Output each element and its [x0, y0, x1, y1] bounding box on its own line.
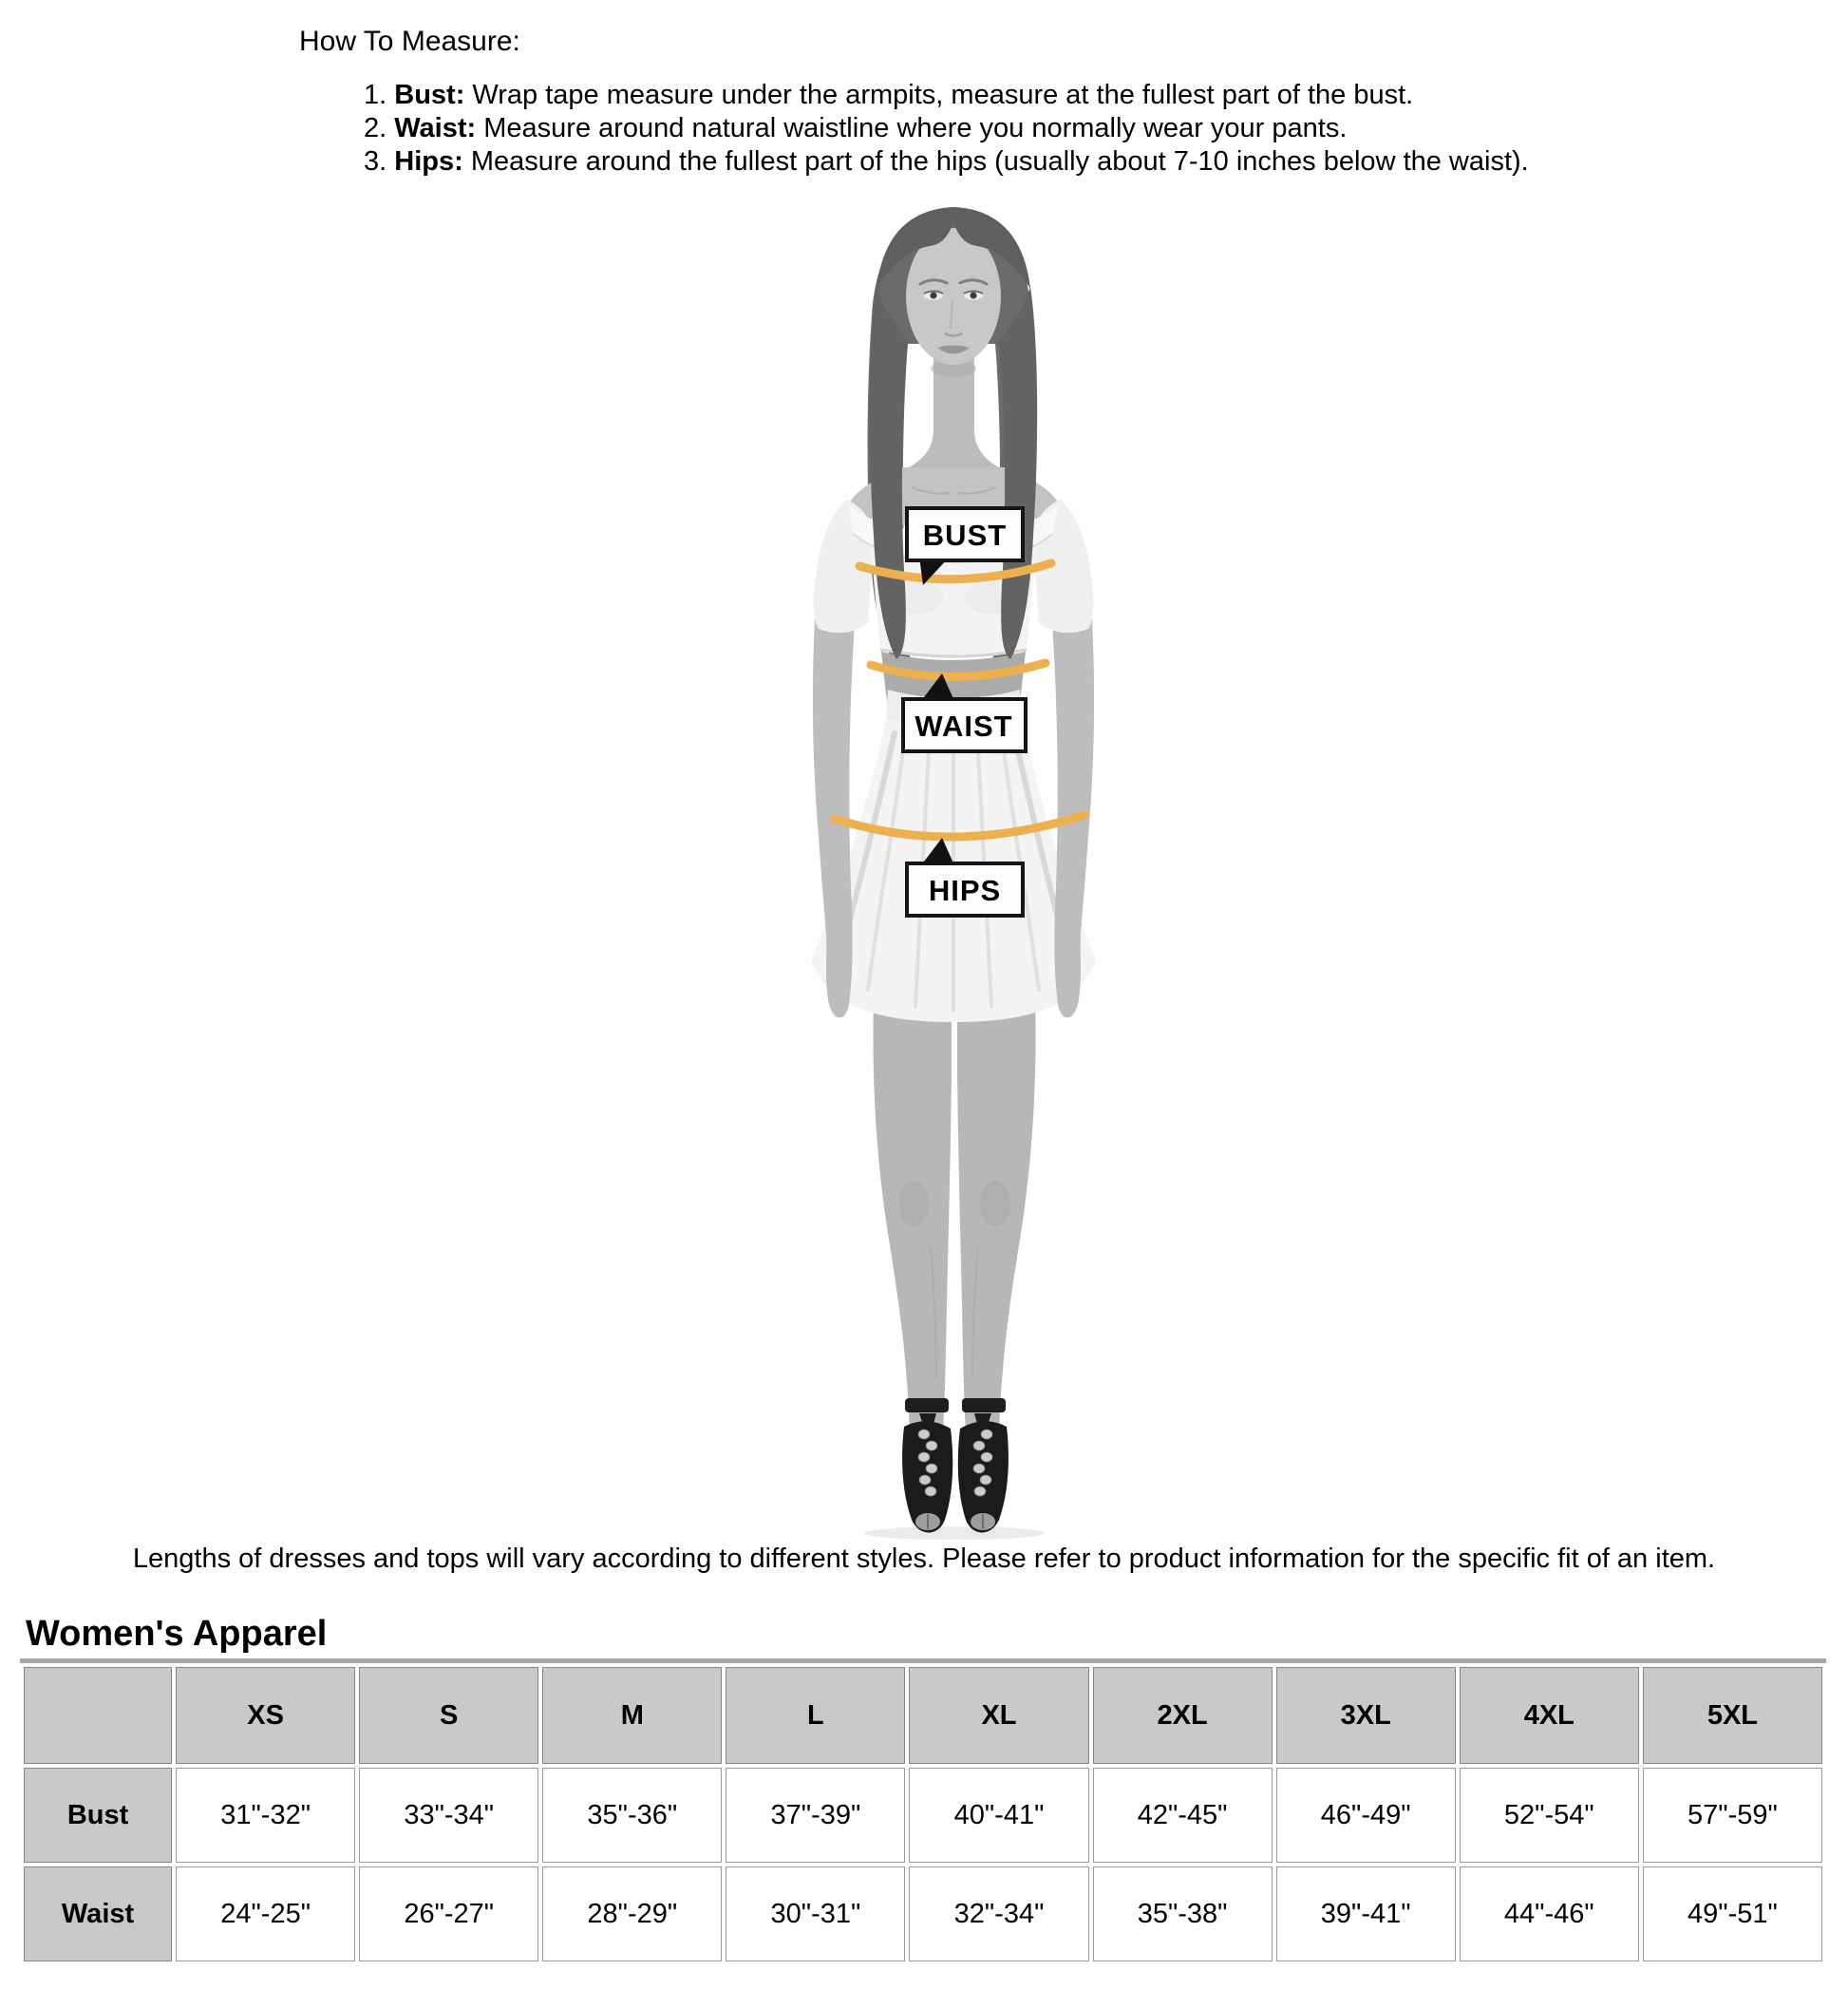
measure-steps-list: [364, 79, 1848, 179]
model-right-leg: [957, 999, 1035, 1431]
waist-label-text: WAIST: [915, 710, 1013, 743]
model-face: [906, 228, 1001, 365]
waist-value-4xl: 44"-46": [1460, 1866, 1639, 1961]
step-label: Waist:: [394, 113, 477, 143]
bust-label-text: BUST: [922, 519, 1008, 552]
size-col-xl: XL: [909, 1667, 1088, 1764]
waist-row-label: Waist: [24, 1866, 172, 1961]
size-table: [20, 1658, 1826, 1965]
size-table-row-waist: [24, 1866, 1822, 1961]
model-left-leg: [874, 999, 952, 1431]
bust-value-5xl: 57"-59": [1643, 1768, 1822, 1863]
bust-value-s: 33"-34": [359, 1768, 538, 1863]
floor-shadow: [864, 1526, 1045, 1540]
eye: [964, 291, 983, 300]
bust-value-4xl: 52"-54": [1460, 1768, 1639, 1863]
womens-apparel-heading: Women's Apparel: [26, 1614, 328, 1654]
size-col-5xl: 5XL: [1643, 1667, 1822, 1764]
bust-row-label: Bust: [24, 1768, 172, 1863]
step-text: Wrap tape measure under the armpits, measure at the fullest part of the bust.: [472, 80, 1414, 110]
measure-step-waist: [364, 112, 1848, 145]
step-number: 1.: [364, 80, 387, 110]
step-text: Measure around natural waistline where you normally wear your pants.: [483, 113, 1348, 143]
step-number: 2.: [364, 113, 387, 143]
eye: [924, 291, 943, 300]
size-col-3xl: 3XL: [1276, 1667, 1456, 1764]
size-col-m: M: [542, 1667, 722, 1764]
hips-label-text: HIPS: [928, 874, 1002, 907]
size-col-l: L: [726, 1667, 905, 1764]
step-text: Measure around the fullest part of the hips (usually about 7-10 inches below the waist).: [470, 146, 1529, 177]
how-to-measure-heading: How To Measure:: [299, 26, 520, 57]
size-table-header-row: [24, 1667, 1822, 1764]
bust-value-xl: 40"-41": [909, 1768, 1088, 1863]
bust-value-2xl: 42"-45": [1093, 1768, 1273, 1863]
size-col-4xl: 4XL: [1460, 1667, 1639, 1764]
measurement-figure-section: [0, 201, 1848, 1543]
bust-value-m: 35"-36": [542, 1768, 722, 1863]
measure-step-bust: [364, 79, 1848, 112]
waist-value-5xl: 49"-51": [1643, 1866, 1822, 1961]
measure-step-hips: [364, 145, 1848, 179]
waist-value-xl: 32"-34": [909, 1866, 1088, 1961]
waist-value-s: 26"-27": [359, 1866, 538, 1961]
bust-value-l: 37"-39": [726, 1768, 905, 1863]
size-col-2xl: 2XL: [1093, 1667, 1273, 1764]
size-col-xs: XS: [176, 1667, 355, 1764]
step-number: 3.: [364, 146, 387, 177]
waist-value-xs: 24"-25": [176, 1866, 355, 1961]
bust-value-xs: 31"-32": [176, 1768, 355, 1863]
step-label: Hips:: [394, 146, 463, 177]
size-col-s: S: [359, 1667, 538, 1764]
waist-value-l: 30"-31": [726, 1866, 905, 1961]
step-label: Bust:: [394, 80, 465, 110]
size-table-corner-cell: [24, 1667, 172, 1764]
bust-value-3xl: 46"-49": [1276, 1768, 1456, 1863]
model-measurement-figure: [762, 201, 1141, 1541]
size-table-row-bust: [24, 1768, 1822, 1863]
waist-value-m: 28"-29": [542, 1866, 722, 1961]
waist-value-3xl: 39"-41": [1276, 1866, 1456, 1961]
fit-note: Lengths of dresses and tops will vary according to different styles. Please refer to product information for the specific fit of an item.: [132, 1544, 1716, 1574]
waist-value-2xl: 35"-38": [1093, 1866, 1273, 1961]
